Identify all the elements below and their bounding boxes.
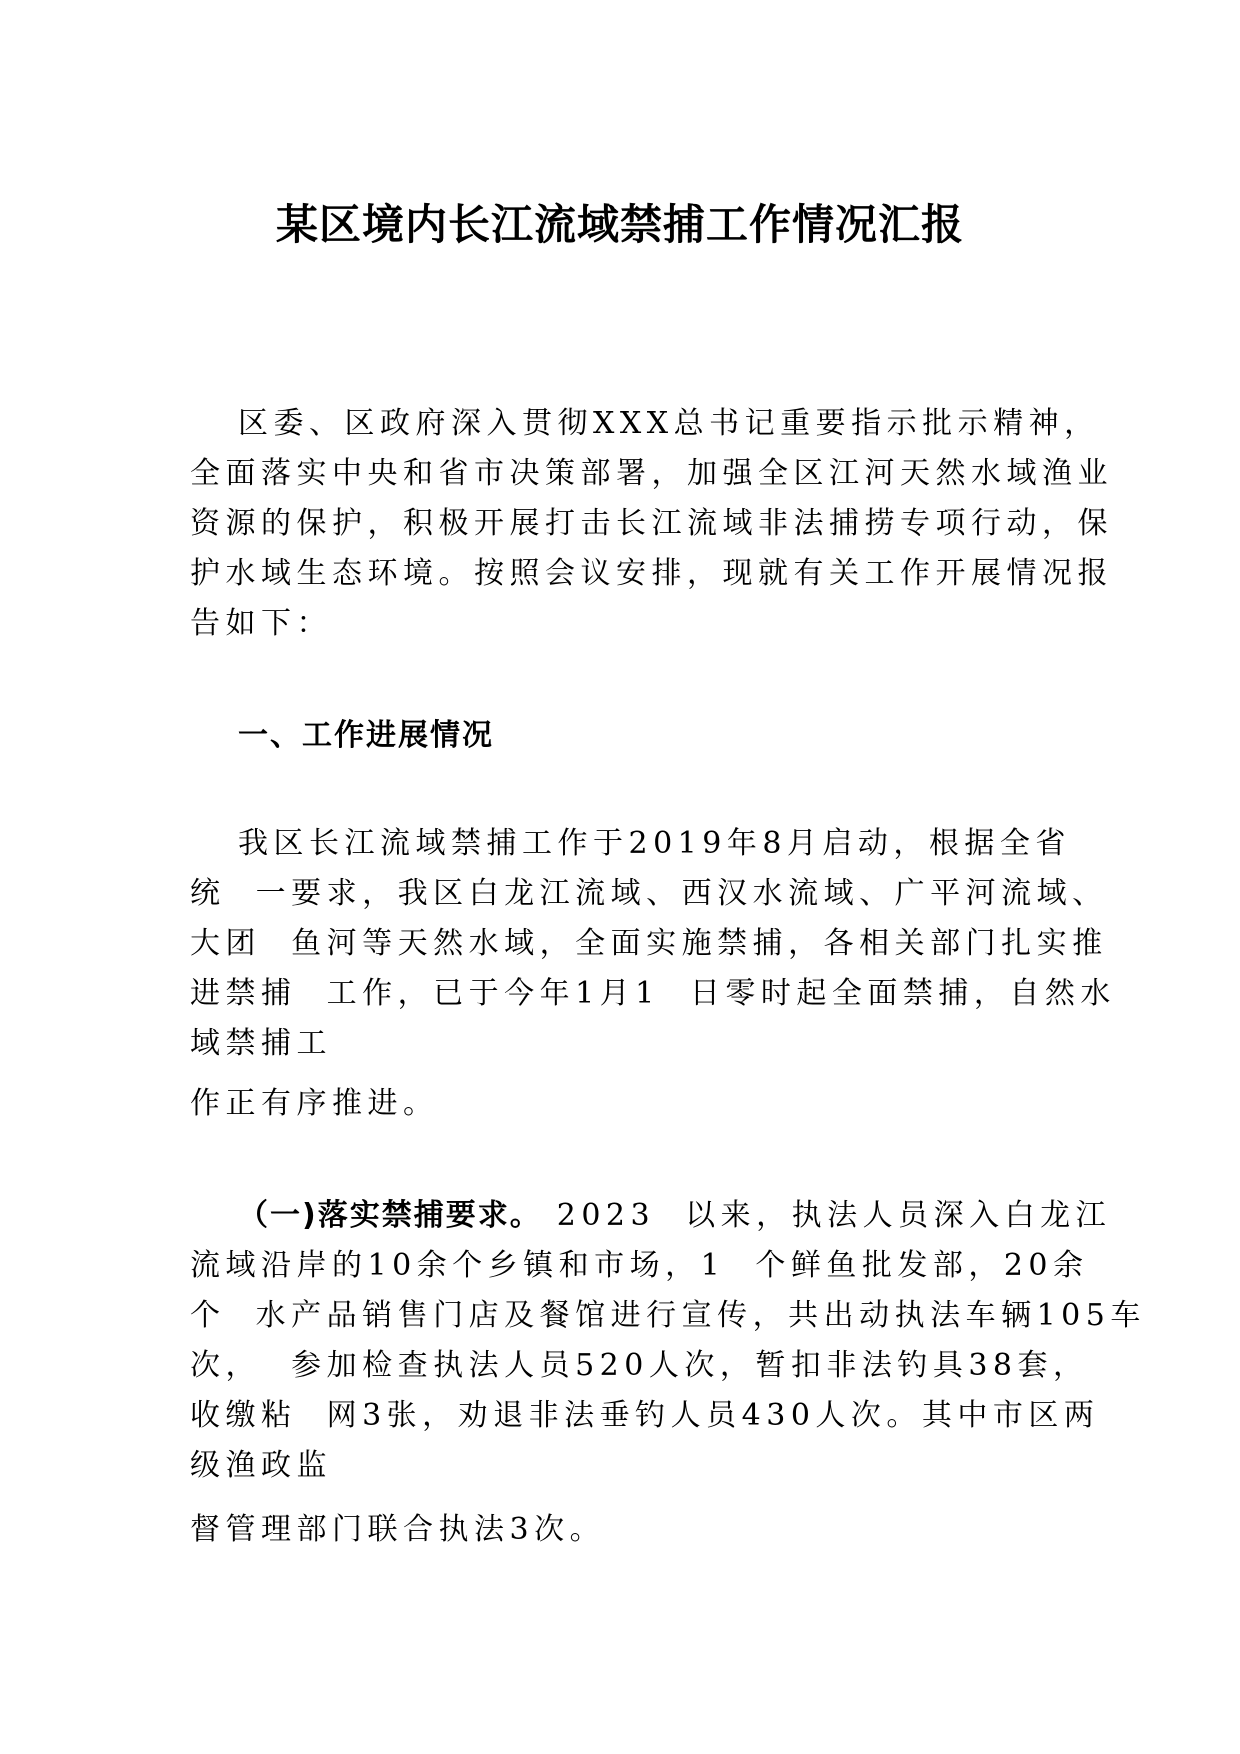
intro-line-3: 资源的保护，积极开展打击长江流域非法捕捞专项行动，保 xyxy=(190,506,1113,541)
section1-line-4: 进禁捕 工作，已于今年1月1 日零时起全面禁捕，自然水 xyxy=(190,976,1116,1011)
subsection1-line-5: 收缴粘 网3张，劝退非法垂钓人员430人次。其中市区两 xyxy=(190,1398,1100,1433)
subsection1-line-6: 级渔政监 xyxy=(190,1448,332,1483)
subsection1-line-2: 流域沿岸的10余个乡镇和市场，1 个鲜鱼批发部，20余 xyxy=(190,1248,1089,1283)
subsection1-line-4: 次， 参加检查执法人员520人次，暂扣非法钓具38套， xyxy=(190,1348,1089,1383)
section1-line-6: 作正有序推进。 xyxy=(190,1086,439,1121)
section1-line-3: 大团 鱼河等天然水域，全面实施禁捕，各相关部门扎实推 xyxy=(190,926,1108,961)
section1-line-2: 统 一要求，我区白龙江流域、西汉水流域、广平河流域、 xyxy=(190,876,1108,911)
subsection1-heading: （一)落实禁捕要求。 xyxy=(238,1198,542,1233)
subsection1-line-7: 督管理部门联合执法3次。 xyxy=(190,1512,606,1547)
intro-line-4: 护水域生态环境。按照会议安排，现就有关工作开展情况报 xyxy=(190,556,1113,591)
subsection1-line-3: 个 水产品销售门店及餐馆进行宣传，共出动执法车辆105车 xyxy=(190,1298,1146,1333)
section1-line-5: 域禁捕工 xyxy=(190,1026,332,1061)
section-heading-1: 一、工作进展情况 xyxy=(238,718,494,753)
subsection1-first-text: 2023 以来，执法人员深入白龙江 xyxy=(541,1198,1112,1233)
intro-line-5: 告如下： xyxy=(190,606,332,641)
intro-line-1: 区委、区政府深入贯彻XXX总书记重要指示批示精神， xyxy=(238,406,1100,441)
document-title: 某区境内长江流域禁捕工作情况汇报 xyxy=(275,200,964,249)
subsection1-first-line xyxy=(238,1196,1111,1236)
section1-line-1: 我区长江流域禁捕工作于2019年8月启动，根据全省 xyxy=(238,826,1071,861)
intro-line-2: 全面落实中央和省市决策部署，加强全区江河天然水域渔业 xyxy=(190,456,1113,491)
